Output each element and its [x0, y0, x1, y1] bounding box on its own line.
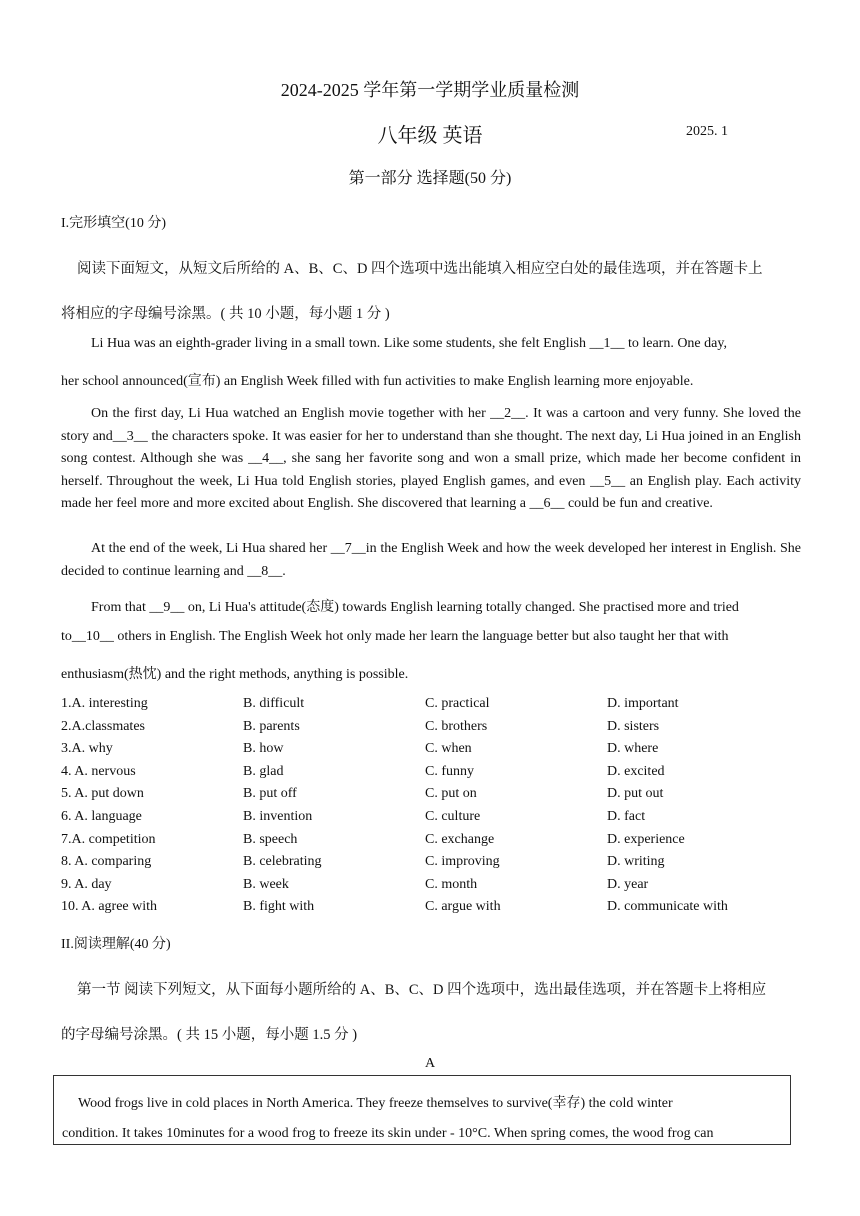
passage-line: her school announced(宣布) an English Week filled with fun activities to make English learning more enjoyable.: [61, 374, 694, 389]
option-row: [61, 832, 821, 854]
option-row: [61, 696, 821, 718]
option-choice: D. excited: [607, 763, 665, 779]
option-choice: B. difficult: [243, 696, 305, 711]
option-row: [61, 854, 821, 876]
box-line: condition. It takes 10minutes for a wood frog to freeze its skin under - 10°C. When spring comes, the wood frog can: [62, 1126, 714, 1141]
option-choice: 1.A. interesting: [61, 696, 148, 711]
option-choice: 6. A. language: [61, 809, 142, 824]
section1-instr2: 将相应的字母编号涂黑。( 共 10 小题，每小题 1 分 ): [61, 306, 390, 322]
option-choice: D. where: [607, 741, 659, 757]
option-row: [61, 764, 821, 786]
option-choice: C. exchange: [425, 831, 495, 847]
option-choice: D. put out: [607, 786, 664, 802]
option-row: [61, 809, 821, 831]
section1-heading: I.完形填空(10 分): [61, 216, 166, 231]
option-choice: C. argue with: [425, 899, 501, 915]
passage-line: enthusiasm(热忱) and the right methods, anything is possible.: [61, 667, 409, 682]
option-choice: B. glad: [243, 763, 284, 779]
option-row: [61, 899, 821, 921]
option-choice: 3.A. why: [61, 741, 113, 757]
passage-paragraph-3: At the end of the week, Li Hua shared her __7__in the English Week and how the week developed her interest in English. She decided to continue learning and __8__.: [61, 541, 801, 579]
option-choice: D. year: [607, 876, 649, 892]
option-choice: B. fight with: [243, 899, 315, 915]
option-choice: C. put on: [425, 786, 477, 802]
option-choice: B. week: [243, 876, 289, 892]
option-choice: C. month: [425, 876, 478, 892]
section2-heading: II.阅读理解(40 分): [61, 937, 171, 952]
option-choice: C. improving: [425, 854, 500, 870]
passage-line: Li Hua was an eighth-grader living in a small town. Like some students, she felt English __1__ to learn. One day,: [91, 336, 727, 351]
option-choice: D. sisters: [607, 718, 660, 734]
option-choice: 5. A. put down: [61, 786, 144, 802]
option-row: [61, 786, 821, 808]
option-choice: 2.A.classmates: [61, 718, 145, 734]
option-choice: B. celebrating: [243, 854, 322, 870]
option-choice: C. practical: [425, 696, 490, 711]
section2-instr2: 的字母编号涂黑。( 共 15 小题，每小题 1.5 分 ): [61, 1027, 358, 1043]
option-choice: C. funny: [425, 763, 474, 779]
option-row: [61, 741, 821, 763]
option-choice: B. speech: [243, 831, 298, 847]
option-choice: 8. A. comparing: [61, 854, 152, 870]
option-choice: 10. A. agree with: [61, 899, 158, 915]
option-choice: D. experience: [607, 831, 685, 847]
option-choice: D. fact: [607, 809, 646, 824]
exam-date: 2025. 1: [686, 124, 728, 139]
option-choice: 7.A. competition: [61, 831, 156, 847]
option-choice: C. brothers: [425, 718, 488, 734]
passage-line: From that __9__ on, Li Hua's attitude(态度) towards English learning totally changed. She practised more and tried: [91, 600, 739, 615]
section2-instr1: 第一节 阅读下列短文，从下面每小题所给的 A、B、C、D 四个选项中，选出最佳选项，并在答题卡上将相应: [77, 982, 767, 998]
reading-passage-box: [53, 1075, 791, 1145]
exam-subtitle: 八年级 英语: [377, 125, 483, 147]
option-choice: 9. A. day: [61, 876, 112, 892]
box-line: Wood frogs live in cold places in North America. They freeze themselves to survive(幸存) the cold winter: [78, 1096, 673, 1111]
passage-label: A: [424, 1056, 436, 1071]
option-choice: B. put off: [243, 786, 297, 802]
option-choice: C. culture: [425, 809, 481, 824]
option-choice: D. important: [607, 696, 679, 711]
option-row: [61, 877, 821, 899]
passage-line: to__10__ others in English. The English Week hot only made her learn the language better but also taught her that with: [61, 629, 729, 644]
option-choice: D. writing: [607, 854, 665, 870]
exam-title: 2024-2025 学年第一学期学业质量检测: [280, 80, 580, 100]
option-choice: C. when: [425, 741, 472, 757]
passage-paragraph-2: On the first day, Li Hua watched an English movie together with her __2__. It was a cartoon and very funny. She loved the story and__3__ the characters spoke. It was easier for her to understand than she thought. The next day, Li Hua joined in an English song contest. Although she was __4__, she sang her favorite song and won a small prize, which made her become confident in herself. Throughout the week, Li Hua told English stories, played English games, and even __5__ an English play. Each activity made her feel more and more excited about English. She discovered that learning a __6__ could be fun and creative.: [61, 406, 801, 512]
option-choice: 4. A. nervous: [61, 763, 136, 779]
option-choice: D. communicate with: [607, 899, 728, 915]
option-row: [61, 719, 821, 741]
option-choice: B. how: [243, 741, 284, 757]
option-choice: B. invention: [243, 809, 313, 824]
part-heading: 第一部分 选择题(50 分): [348, 170, 512, 187]
section1-instr1: 阅读下面短文，从短文后所给的 A、B、C、D 四个选项中选出能填入相应空白处的最佳选项，并在答题卡上: [77, 261, 763, 277]
option-choice: B. parents: [243, 718, 300, 734]
